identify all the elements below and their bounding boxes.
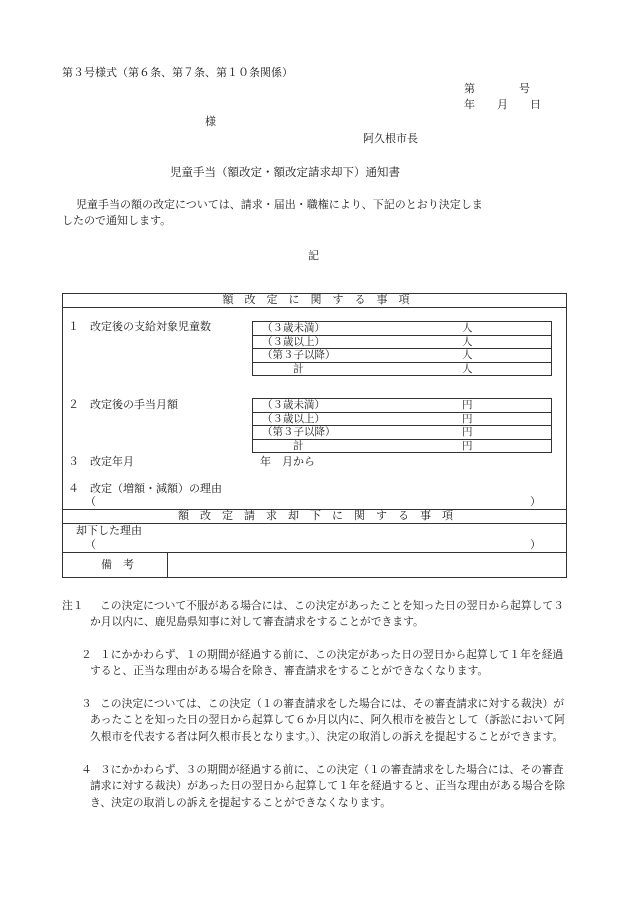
table-row xyxy=(253,440,551,453)
intro-line-1: 児童手当の額の改定については、請求・届出・職権により、下記のとおり決定しま xyxy=(76,198,483,211)
note-text: １にかかわらず、１の期間が経過する前に、この決定があった日の翌日から起算して１年を経過すると、正当な理由がある場合を除き、審査請求をすることができなくなります。 xyxy=(90,648,564,678)
note-number: 注１ xyxy=(62,599,84,612)
reject-paren-close: ） xyxy=(530,538,541,551)
row-label: 計 xyxy=(293,439,304,452)
page-title: 児童手当（額改定・額改定請求却下）通知書 xyxy=(170,165,400,179)
reject-reason-label: 却下した理由 xyxy=(76,524,142,537)
item3-value: 年 月から xyxy=(260,455,315,468)
note-number: ３ xyxy=(81,697,92,710)
table-row xyxy=(253,413,551,427)
table-row xyxy=(253,322,551,336)
row-label: （第３子以降） xyxy=(262,349,336,361)
row-unit: 円 xyxy=(462,426,473,438)
row-unit: 人 xyxy=(462,362,473,375)
note-text: この決定について不服がある場合には、この決定があったことを知った日の翌日から起算して３か月以内に、鹿児島県知事に対して審査請求をすることができます。 xyxy=(90,599,564,629)
table-row xyxy=(253,399,551,413)
table-divider xyxy=(63,307,566,308)
note-4 xyxy=(66,762,566,828)
children-count-table xyxy=(252,321,552,376)
item3-label: ３ 改定年月 xyxy=(68,455,134,468)
note-number: ２ xyxy=(81,648,92,661)
intro-line-2: したので通知します。 xyxy=(62,214,172,227)
row-label: （３歳未満） xyxy=(262,322,325,334)
note-text: ３にかかわらず、３の期間が経過する前に、この決定（１の審査請求をした場合には、その審査請求に対する裁決）があった日の翌日から起算して１年を経過すると、正当な理由がある場合を除き、決定の取消しの訴えを提起することができなくなります。 xyxy=(90,763,565,809)
row-unit: 円 xyxy=(462,399,473,411)
reason-paren-open: （ xyxy=(85,495,96,508)
ki-heading: 記 xyxy=(308,249,319,262)
note-3 xyxy=(66,696,566,762)
reason-paren-close: ） xyxy=(530,495,541,508)
table-row xyxy=(253,426,551,440)
form-number: 第３号様式（第６条、第７条、第１０条関係） xyxy=(62,66,293,79)
item4-label: ４ 改定（増額・減額）の理由 xyxy=(68,482,222,495)
row-label: （３歳以上） xyxy=(262,412,325,425)
remarks-divider xyxy=(167,552,168,578)
reject-paren-open: （ xyxy=(85,538,96,551)
row-label: 計 xyxy=(293,362,304,375)
date-label: 年 月 日 xyxy=(464,98,541,111)
row-unit: 人 xyxy=(462,335,473,348)
notice-table xyxy=(62,293,567,578)
row-label: （３歳以上） xyxy=(262,335,325,348)
row-unit: 人 xyxy=(462,349,473,361)
table-row xyxy=(253,349,551,363)
table-divider xyxy=(63,552,566,553)
row-unit: 円 xyxy=(462,439,473,452)
item1-label: １ 改定後の支給対象児童数 xyxy=(68,320,211,333)
addressee-suffix: 様 xyxy=(205,115,216,128)
row-unit: 人 xyxy=(462,322,473,334)
document-number-label: 第 号 xyxy=(464,82,530,95)
row-label: （第３子以降） xyxy=(262,426,336,438)
note-text: この決定については、この決定（１の審査請求をした場合には、その審査請求に対する裁決）があったことを知った日の翌日から起算して６か月以内に、阿久根市を被告として（訴訟において阿久根市を代表する者は阿久根市長となります。）、決定の取消しの訴えを提起することができます。 xyxy=(90,697,565,743)
remarks-label: 備 考 xyxy=(101,558,134,571)
row-unit: 円 xyxy=(462,412,473,425)
reject-header: 額 改 定 請 求 却 下 に 関 す る 事 項 xyxy=(178,509,453,522)
note-2 xyxy=(66,647,566,697)
monthly-amount-table xyxy=(252,398,552,453)
table-row xyxy=(253,363,551,376)
issuer: 阿久根市長 xyxy=(363,132,418,145)
item2-label: ２ 改定後の手当月額 xyxy=(68,398,178,411)
table-row xyxy=(253,336,551,350)
table-header: 額 改 定 に 関 す る 事 項 xyxy=(222,293,410,306)
note-number: ４ xyxy=(81,763,92,776)
row-label: （３歳未満） xyxy=(262,399,325,411)
note-1 xyxy=(62,598,566,648)
